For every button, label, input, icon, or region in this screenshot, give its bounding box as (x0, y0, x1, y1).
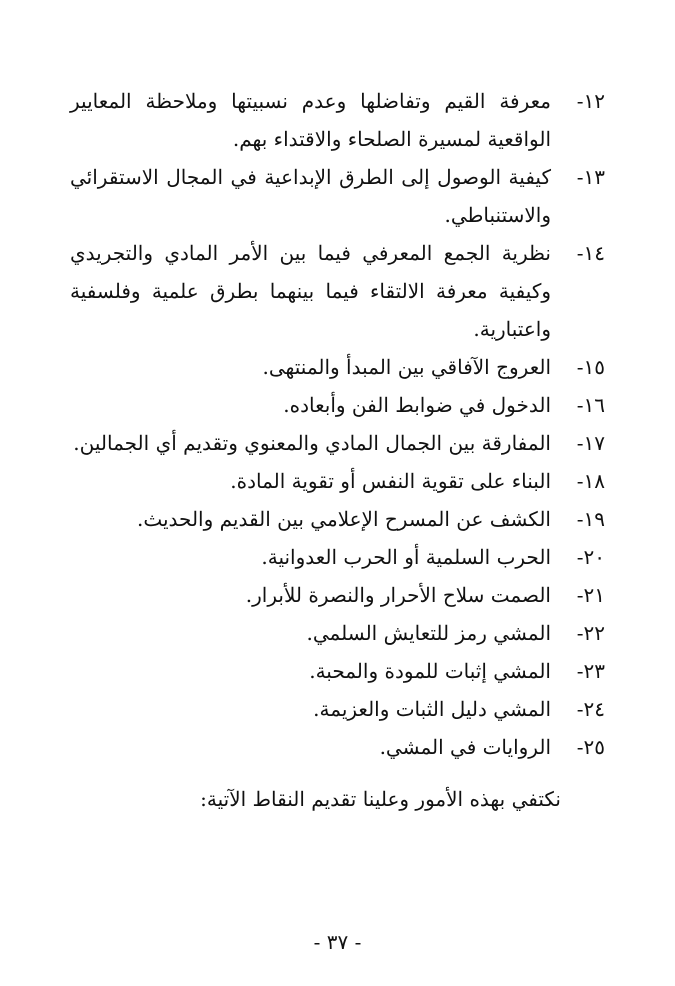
item-number: ٢٤- (576, 697, 605, 721)
list-item (70, 614, 605, 652)
list-item (70, 538, 605, 576)
page-content (70, 82, 605, 838)
item-number: ١٦- (576, 393, 605, 417)
item-text: الصمت سلاح الأحرار والنصرة للأبرار. (245, 583, 551, 607)
item-number: ١٩- (576, 507, 605, 531)
item-text: معرفة القيم وتفاضلها وعدم نسبيتها وملاحظة المعايير الواقعية لمسيرة الصلحاء والاقتداء بهم. (70, 89, 551, 151)
item-number: ١٥- (576, 355, 605, 379)
item-text: المشي رمز للتعايش السلمي. (306, 621, 551, 645)
list-item (70, 690, 605, 728)
list-item (70, 234, 605, 348)
item-text: الروايات في المشي. (379, 735, 551, 759)
closing-paragraph: نكتفي بهذه الأمور وعلينا تقديم النقاط الآتية: (200, 787, 561, 811)
item-text: نظرية الجمع المعرفي فيما بين الأمر المادي والتجريدي وكيفية معرفة الالتقاء فيما بينهما بطرق علمية وفلسفية واعتبارية. (70, 241, 551, 341)
item-text: الدخول في ضوابط الفن وأبعاده. (283, 393, 551, 417)
item-text: المشي إثبات للمودة والمحبة. (309, 659, 551, 683)
item-number: ٢٥- (576, 735, 605, 759)
item-text: الكشف عن المسرح الإعلامي بين القديم والحديث. (136, 507, 551, 531)
list-item (70, 158, 605, 234)
item-text: الحرب السلمية أو الحرب العدوانية. (261, 545, 551, 569)
item-number: ١٣- (576, 165, 605, 189)
list-item (70, 462, 605, 500)
item-number: ١٤- (576, 241, 605, 265)
item-number: ٢٣- (576, 659, 605, 683)
list-item (70, 652, 605, 690)
numbered-list (70, 82, 605, 766)
list-item (70, 424, 605, 462)
item-text: المشي دليل الثبات والعزيمة. (313, 697, 551, 721)
list-item (70, 500, 605, 538)
list-item (70, 82, 605, 158)
item-number: ١٨- (576, 469, 605, 493)
list-item (70, 576, 605, 614)
item-text: المفارقة بين الجمال المادي والمعنوي وتقديم أي الجمالين. (73, 431, 551, 455)
item-number: ٢٢- (576, 621, 605, 645)
item-number: ٢٠- (576, 545, 605, 569)
list-item (70, 728, 605, 766)
item-number: ١٢- (576, 89, 605, 113)
item-text: البناء على تقوية النفس أو تقوية المادة. (230, 469, 551, 493)
list-item (70, 348, 605, 386)
page-number: - ٣٧ - (313, 930, 362, 954)
list-item (70, 386, 605, 424)
item-number: ١٧- (576, 431, 605, 455)
item-text: العروج الآفاقي بين المبدأ والمنتهى. (262, 355, 551, 379)
item-text: كيفية الوصول إلى الطرق الإبداعية في المجال الاستقرائي والاستنباطي. (70, 165, 551, 227)
item-number: ٢١- (576, 583, 605, 607)
